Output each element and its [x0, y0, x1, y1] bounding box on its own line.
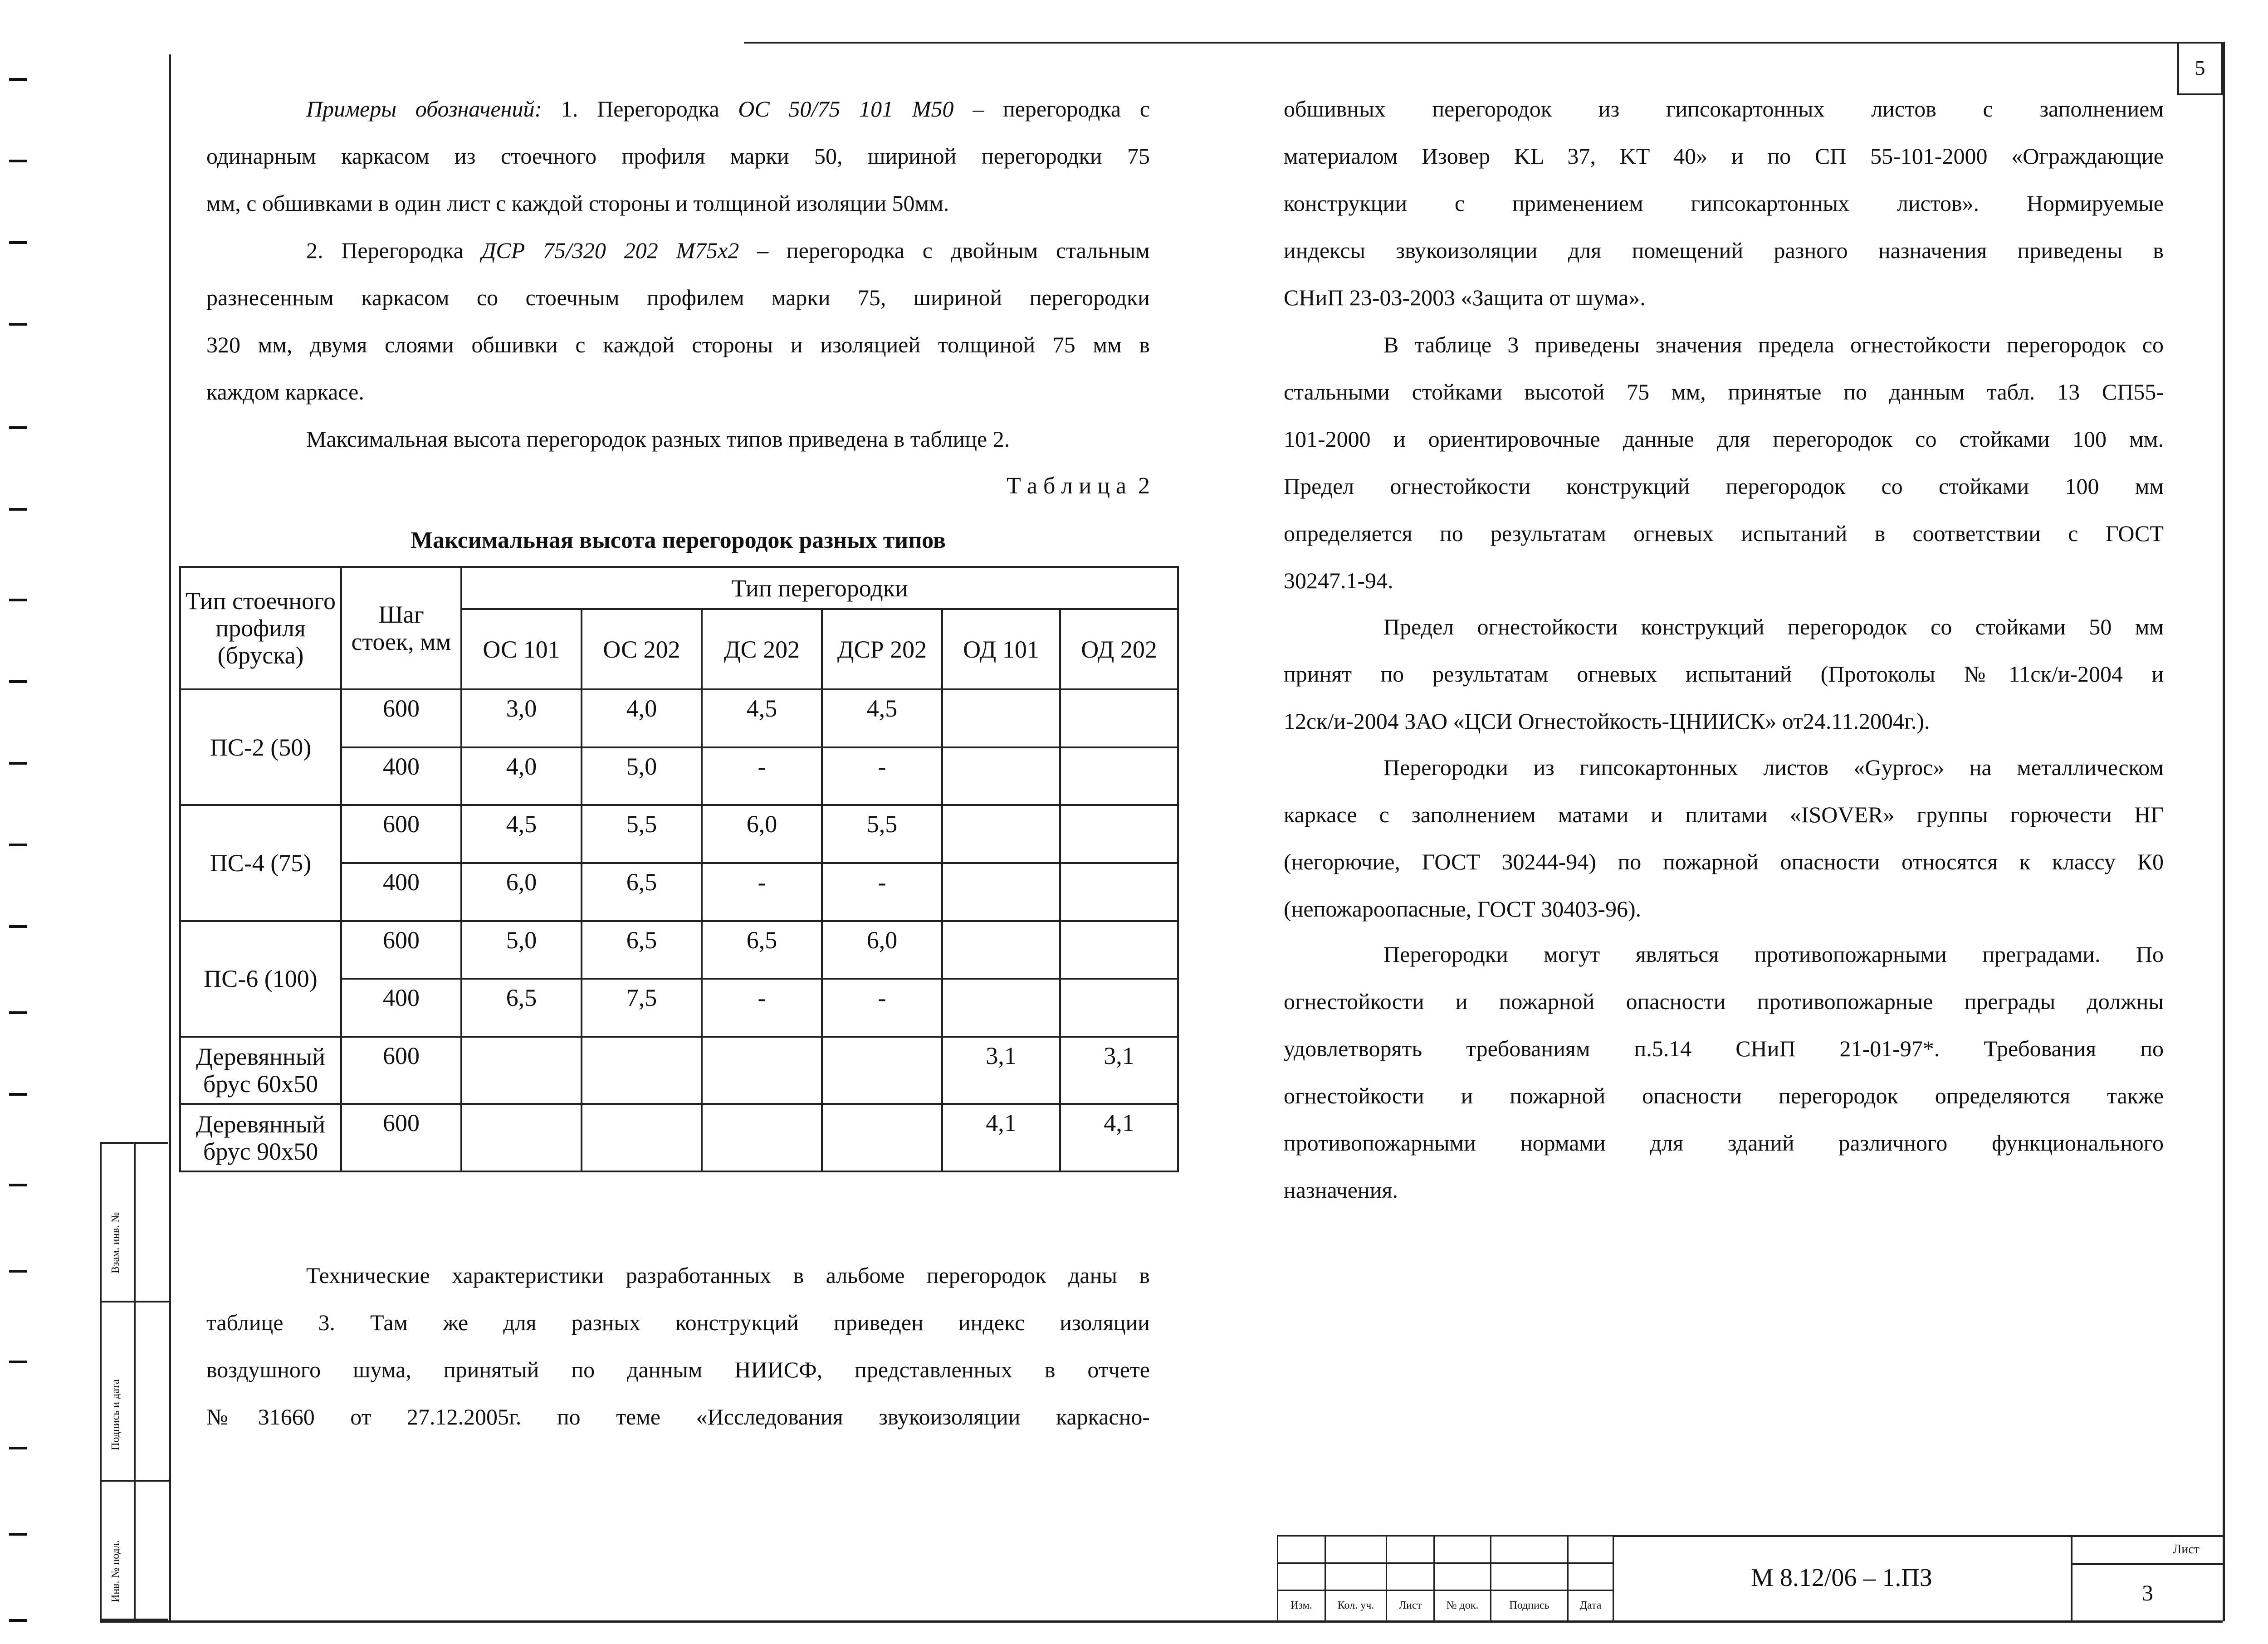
table-row: ПС-2 (50) 600 3,0 4,0 4,5 4,5 — [180, 689, 1178, 747]
left-paragraph-2: 2. Перегородка ДСР 75/320 202 М75х2 – перегородка с двойным стальным разнесенным каркасом со стоечным профилем марки 75, шириной перегородки 320 мм, двумя слоями обшивки с каждой стороны и изоляцией толщиной 75 мм в каждом каркасе. — [206, 238, 1150, 405]
table-label: Т а б л и ц а 2 — [1007, 473, 1150, 499]
right-paragraph-2: В таблице 3 приведены значения предела огнестойкости перегородок со стальными стойками высотой 75 мм, принятые по данным табл. 13 СП55- 101-2000 и ориентировочные данные для перегородок со стойками 100 мм. Предел огнестойкости конструкций перегородок со стойками 100 мм определяется по результатам огневых испытаний в соответствии с ГОСТ 30247.1-94. — [1284, 332, 2164, 593]
side-stamp — [100, 1142, 169, 1620]
page-number-box — [2177, 43, 2223, 95]
left-paragraph-3: Максимальная высота перегородок разных типов приведена в таблице 2. — [306, 426, 1010, 452]
right-paragraph-3: Предел огнестойкости конструкций перегородок со стойками 50 мм принят по результатам огневых испытаний (Протоколы №11ск/и-2004 и 12ск/и-2004 ЗАО «ЦСИ Огнестойкость-ЦНИИСК» от24.11.2004г.). — [1284, 614, 2164, 734]
type-header: ОД 202 — [1060, 609, 1178, 689]
stamp-inv-label: Инв. № подл. — [110, 1540, 122, 1602]
type-header: ДС 202 — [702, 609, 822, 689]
stamp-col: Дата — [1568, 1590, 1613, 1621]
frame-left-line — [169, 54, 171, 1621]
header-profile: Тип стоечного профиля (бруска) — [180, 567, 341, 689]
document-code: М 8.12/06 – 1.ПЗ — [1751, 1564, 1932, 1592]
page-number: 5 — [2195, 56, 2205, 79]
stamp-col: № док. — [1434, 1590, 1491, 1621]
sheet-label: Лист — [2173, 1542, 2200, 1556]
code-dsr: ДСР 75/320 202 М75х2 — [481, 238, 739, 263]
frame-right-line — [2223, 42, 2225, 1621]
frame-top-line — [744, 42, 2223, 44]
table-row: 400 6,0 6,5 - - — [180, 863, 1178, 921]
left-paragraph-1: Примеры обозначений: 1. Перегородка ОС 50/75 101 М50 – перегородка с одинарным каркасом из стоечного профиля марки 50, шириной перегородки 75 мм, с обшивками в один лист с каждой стороны и толщиной изоляции 50мм. — [206, 96, 1150, 216]
sheet-number: 3 — [2142, 1580, 2153, 1605]
profile-cell: ПС-4 (75) — [180, 805, 341, 921]
right-paragraph-1: обшивных перегородок из гипсокартонных листов с заполнением материалом Изовер KL 37, KT 40» и по СП 55-101-2000 «Ограждающие конструкции с применением гипсокартонных листов». Нормируемые индексы звукоизоляции для помещений разного назначения приведены в СНиП 23-03-2003 «Защита от шума». — [1284, 96, 2164, 310]
table-row: ПС-6 (100) 600 5,0 6,5 6,5 6,0 — [180, 921, 1178, 979]
profile-cell: Деревянный брус 60х50 — [180, 1037, 341, 1104]
stamp-col: Изм. — [1278, 1590, 1325, 1621]
type-header: ОС 101 — [461, 609, 582, 689]
code-os: ОС 50/75 101 М50 — [738, 96, 954, 122]
stamp-col: Подпись — [1491, 1590, 1568, 1621]
stamp-vzam-label: Взам. инв. № — [110, 1212, 122, 1273]
right-paragraph-5: Перегородки могут являться противопожарными преградами. По огнестойкости и пожарной опасности противопожарные преграды должны удовлетворять требованиям п.5.14 СНиП 21-01-97*. Требования по огнестойкости и пожарной опасности перегородок определяются также противопожарными нормами для зданий различного функционального назначения. — [1284, 942, 2164, 1203]
stamp-col: Лист — [1387, 1590, 1434, 1621]
stamp-podpis-label: Подпись и дата — [110, 1379, 122, 1450]
header-type: Тип перегородки — [461, 567, 1178, 609]
right-paragraph-4: Перегородки из гипсокартонных листов «Gyproc» на металлическом каркасе с заполнением матами и плитами «ISOVER» группы горючести НГ (негорючие, ГОСТ 30244-94) по пожарной опасности относятся к классу К0 (непожароопасные, ГОСТ 30403-96). — [1284, 755, 2164, 922]
profile-cell: ПС-6 (100) — [180, 921, 341, 1037]
frame-bottom-line — [100, 1620, 2223, 1623]
table-row: 400 6,5 7,5 - - — [180, 979, 1178, 1037]
examples-label: Примеры обозначений: — [306, 96, 543, 122]
stamp-col: Кол. уч. — [1325, 1590, 1387, 1621]
type-header: ОС 202 — [582, 609, 702, 689]
header-step: Шаг стоек, мм — [341, 567, 461, 689]
type-header: ДСР 202 — [822, 609, 942, 689]
table-row: ПС-4 (75) 600 4,5 5,5 6,0 5,5 — [180, 805, 1178, 863]
table-row: Деревянный брус 60х50 600 3,1 3,1 — [180, 1037, 1178, 1104]
table-row: Деревянный брус 90х50 600 4,1 4,1 — [180, 1104, 1178, 1171]
table-row: 400 4,0 5,0 - - — [180, 747, 1178, 805]
profile-cell: Деревянный брус 90х50 — [180, 1104, 341, 1171]
height-table — [179, 566, 1179, 1172]
left-paragraph-4: Технические характеристики разработанных в альбоме перегородок даны в таблице 3. Там же для разных конструкций приведен индекс изоляции воздушного шума, принятый по данным НИИСФ, представленных в отчете №31660 от 27.12.2005г. по теме «Исследования звукоизоляции каркасно- — [206, 1263, 1150, 1429]
profile-cell: ПС-2 (50) — [180, 689, 341, 805]
table-title: Максимальная высота перегородок разных типов — [410, 527, 946, 553]
type-header: ОД 101 — [942, 609, 1060, 689]
title-block — [1277, 1535, 2223, 1620]
